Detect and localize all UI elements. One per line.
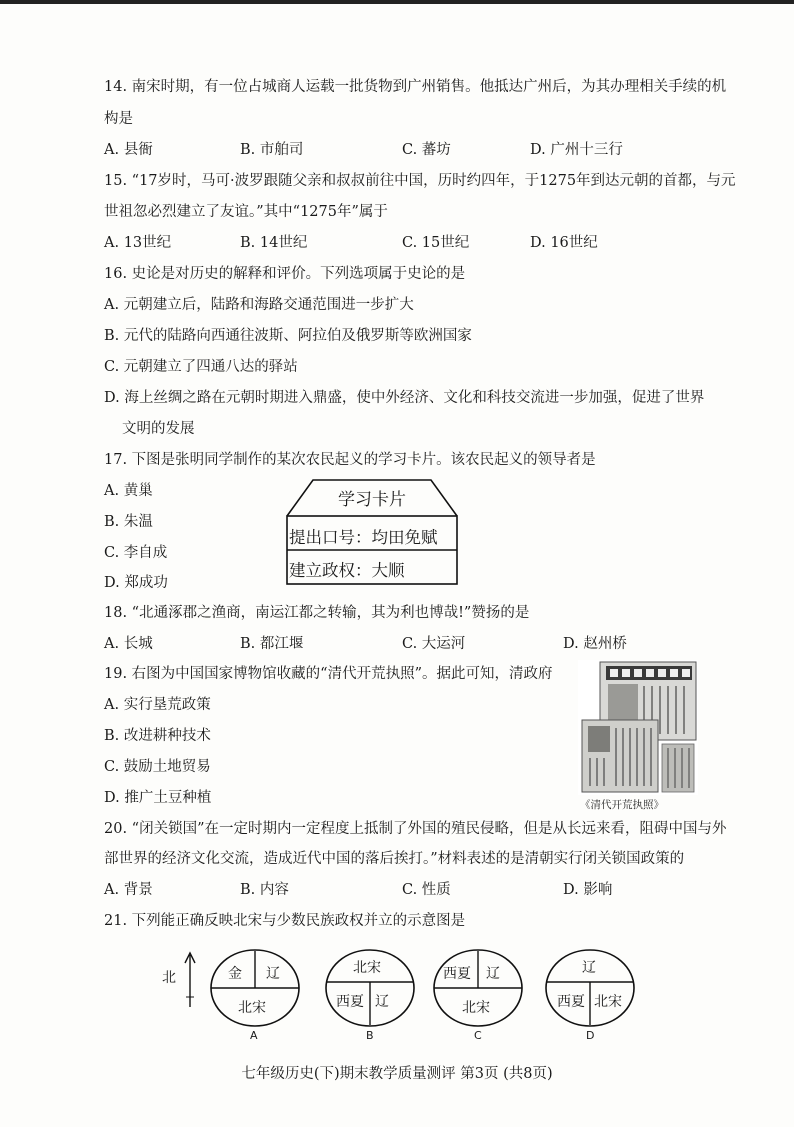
q18-option-c[interactable]: C. 大运河 bbox=[402, 636, 466, 652]
map-a-label-3: 北宋 bbox=[238, 1000, 266, 1016]
q19-option-a[interactable]: A. 实行垦荒政策 bbox=[104, 697, 211, 713]
q20-option-a[interactable]: A. 背景 bbox=[104, 882, 153, 898]
q14-option-b[interactable]: B. 市舶司 bbox=[240, 142, 304, 158]
q16-stem: 16. 史论是对历史的解释和评价。下列选项属于史论的是 bbox=[104, 266, 466, 282]
q16-option-d[interactable]: D. 海上丝绸之路在元朝时期进入鼎盛，使中外经济、文化和科技交流进一步加强，促进了世界 bbox=[104, 390, 705, 406]
study-card-regime: 建立政权：大顺 bbox=[289, 561, 405, 580]
top-border bbox=[0, 0, 794, 4]
q18-option-d[interactable]: D. 赵州桥 bbox=[563, 636, 627, 652]
q19-option-d[interactable]: D. 推广土豆种植 bbox=[104, 790, 212, 806]
north-label: 北 bbox=[162, 970, 176, 986]
q17-option-b[interactable]: B. 朱温 bbox=[104, 514, 153, 530]
map-b-label-3: 辽 bbox=[375, 994, 389, 1010]
q21-diagrams bbox=[160, 945, 660, 1045]
map-a-letter[interactable]: A bbox=[250, 1029, 258, 1042]
study-card bbox=[283, 478, 461, 586]
q17-option-c[interactable]: C. 李自成 bbox=[104, 545, 168, 561]
q21-stem: 21. 下列能正确反映北宋与少数民族政权并立的示意图是 bbox=[104, 913, 466, 929]
q19-option-b[interactable]: B. 改进耕种技术 bbox=[104, 728, 211, 744]
map-d-letter[interactable]: D bbox=[586, 1029, 595, 1042]
q20-option-d[interactable]: D. 影响 bbox=[563, 882, 613, 898]
map-b-letter[interactable]: B bbox=[366, 1029, 374, 1042]
q19-stem: 19. 右图为中国国家博物馆收藏的“清代开荒执照”。据此可知，清政府 bbox=[104, 666, 553, 682]
map-d-label-2: 西夏 bbox=[557, 994, 585, 1010]
map-c-label-2: 辽 bbox=[486, 966, 500, 982]
q20-stem-line2: 部世界的经济文化交流，造成近代中国的落后挨打。”材料表述的是清朝实行闭关锁国政策的 bbox=[104, 851, 685, 867]
land-license-photo bbox=[578, 660, 698, 795]
q15-stem-line1: 15. “17岁时，马可·波罗跟随父亲和叔叔前往中国，历时约四年，于1275年到达元朝的首都，与元 bbox=[104, 173, 736, 189]
q17-option-d[interactable]: D. 郑成功 bbox=[104, 575, 168, 591]
page-footer: 七年级历史(下)期末教学质量测评 第3页 (共8页) bbox=[241, 1066, 553, 1082]
q14-option-a[interactable]: A. 县衙 bbox=[104, 142, 153, 158]
q14-stem-line2: 构是 bbox=[104, 111, 133, 127]
q15-stem-line2: 世祖忽必烈建立了友谊。”其中“1275年”属于 bbox=[104, 204, 388, 220]
map-a-label-1: 金 bbox=[228, 966, 242, 982]
q14-option-c[interactable]: C. 蕃坊 bbox=[402, 142, 451, 158]
map-b-label-1: 北宋 bbox=[353, 960, 381, 976]
study-card-title: 学习卡片 bbox=[338, 490, 406, 510]
q17-option-a[interactable]: A. 黄巢 bbox=[104, 483, 153, 499]
q14-stem-line1: 14. 南宋时期，有一位占城商人运载一批货物到广州销售。他抵达广州后，为其办理相关手续的机 bbox=[104, 79, 727, 95]
q16-option-b[interactable]: B. 元代的陆路向西通往波斯、阿拉伯及俄罗斯等欧洲国家 bbox=[104, 328, 472, 344]
q16-option-d-cont: 文明的发展 bbox=[122, 421, 195, 437]
q15-option-d[interactable]: D. 16世纪 bbox=[530, 235, 598, 251]
map-b-label-2: 西夏 bbox=[336, 994, 364, 1010]
q16-option-a[interactable]: A. 元朝建立后，陆路和海路交通范围进一步扩大 bbox=[104, 297, 414, 313]
map-a-label-2: 辽 bbox=[266, 966, 280, 982]
q17-stem: 17. 下图是张明同学制作的某次农民起义的学习卡片。该农民起义的领导者是 bbox=[104, 452, 596, 468]
q18-option-a[interactable]: A. 长城 bbox=[104, 636, 153, 652]
q15-option-b[interactable]: B. 14世纪 bbox=[240, 235, 308, 251]
q14-option-d[interactable]: D. 广州十三行 bbox=[530, 142, 623, 158]
map-c-label-1: 西夏 bbox=[443, 966, 471, 982]
q19-option-c[interactable]: C. 鼓励土地贸易 bbox=[104, 759, 211, 775]
study-card-slogan: 提出口号：均田免赋 bbox=[289, 528, 438, 547]
q20-stem-line1: 20. “闭关锁国”在一定时期内一定程度上抵制了外国的殖民侵略，但是从长远来看，阻碍中国与外 bbox=[104, 821, 727, 837]
q18-option-b[interactable]: B. 都江堰 bbox=[240, 636, 304, 652]
q20-option-c[interactable]: C. 性质 bbox=[402, 882, 451, 898]
map-c-label-3: 北宋 bbox=[462, 1000, 490, 1016]
map-d-label-3: 北宋 bbox=[594, 994, 622, 1010]
q18-stem: 18. “北通涿郡之渔商，南运江都之转输，其为利也博哉!”赞扬的是 bbox=[104, 605, 530, 621]
q20-option-b[interactable]: B. 内容 bbox=[240, 882, 289, 898]
photo-caption: 《清代开荒执照》 bbox=[580, 799, 664, 811]
q15-option-a[interactable]: A. 13世纪 bbox=[104, 235, 172, 251]
q15-option-c[interactable]: C. 15世纪 bbox=[402, 235, 470, 251]
q16-option-c[interactable]: C. 元朝建立了四通八达的驿站 bbox=[104, 359, 298, 375]
map-c-letter[interactable]: C bbox=[474, 1029, 482, 1042]
map-d-label-1: 辽 bbox=[582, 960, 596, 976]
